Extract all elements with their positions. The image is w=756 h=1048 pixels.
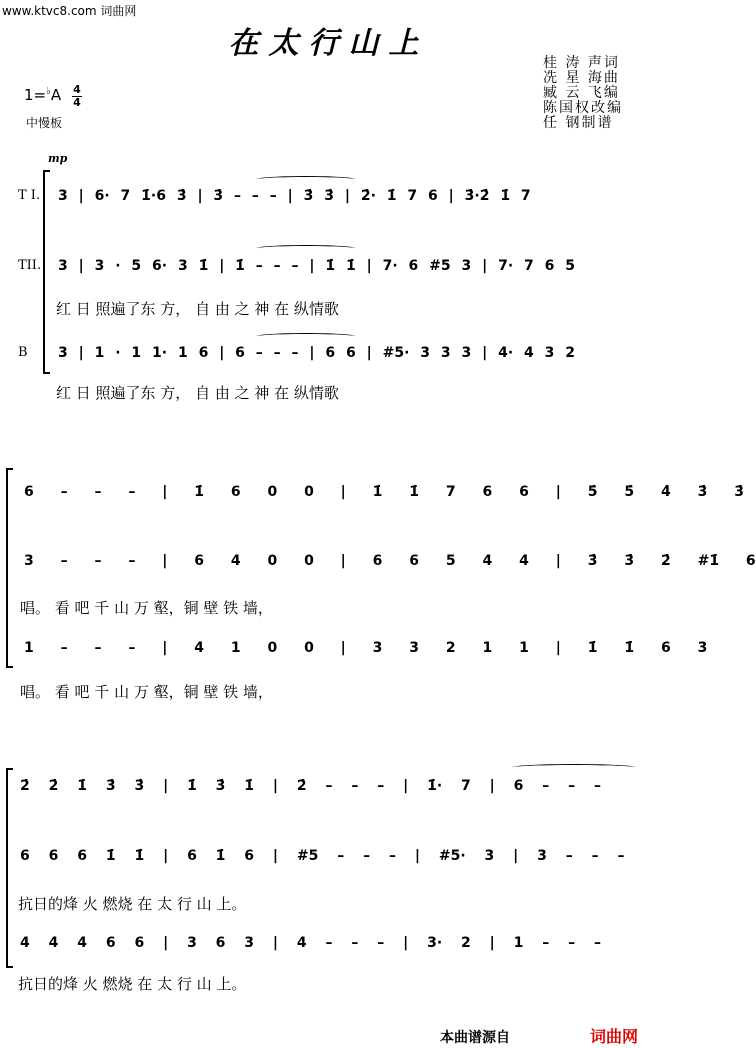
tie-arc	[256, 245, 356, 252]
song-title: 在太行山上	[228, 26, 429, 61]
footer-source-text: 本曲谱源自	[440, 1030, 510, 1046]
credit-arranger: 臧 云 飞编	[543, 85, 620, 101]
system1-lyrics-upper: 红 日 照遍了东 方， 自 由 之 神 在 纵情歌	[56, 300, 339, 318]
system2-lyrics-lower: 唱。 看 吧 千 山 万 壑，铜 壁 铁 墙，	[20, 683, 273, 701]
voice-label-bass: B	[18, 345, 28, 360]
key-signature: 1=♭A	[24, 86, 62, 104]
tie-arc	[512, 764, 636, 771]
system1-tenor1: 3 | 6· 7 1̇·6 3̇ | 3̇ – – – | 3̇ 3̇ | 2̇· 1̇ 7 6 | 3̇·2̇ 1̇ 7	[58, 188, 531, 204]
system1-bass: 3 | 1 · 1 1· 1 6 | 6 – – – | 6 6 | #5· 3 3 3 | 4· 4 3 2	[58, 345, 576, 361]
tie-arc	[256, 333, 356, 340]
credit-composer: 冼 星 海曲	[543, 70, 620, 86]
site-watermark: www.ktvc8.com 词曲网	[2, 4, 137, 18]
system2-lyrics-upper: 唱。 看 吧 千 山 万 壑，铜 壁 铁 墙，	[20, 599, 273, 617]
voice-label-tenor2: TII.	[18, 258, 42, 273]
system3-tenor2: 6 6 6 1̇ 1̇ | 6 1̇ 6 | #5 – – – | #5· 3 | 3 – – –	[20, 848, 625, 864]
system-bracket	[6, 468, 13, 668]
system3-bass: 4 4 4 6 6 | 3 6 3 | 4 – – – | 3· 2 | 1 – – –	[20, 935, 602, 951]
time-signature: 4 4	[73, 83, 81, 109]
system-bracket	[6, 768, 13, 968]
system2-tenor1: 6 – – – | 1̇ 6 0 0 | 1̇ 1̇ 7 6 6 | 5̇ 5̇ 4̇ 3̇ 3̇	[24, 484, 744, 500]
system1-lyrics-lower: 红 日 照遍了东 方， 自 由 之 神 在 纵情歌	[56, 384, 339, 402]
system1-tenor2: 3 | 3 · 5 6· 3 1̇ | 1̇ – – – | 1̇ 1̇ | 7· 6 #5 3 | 7· 7 6 5	[58, 258, 576, 274]
credit-lyricist: 桂 涛 声词	[543, 55, 620, 71]
credit-engraver: 任 钢制谱	[543, 115, 614, 131]
footer-logo[interactable]: 词曲网	[590, 1027, 639, 1046]
credit-adapter: 陈国权改编	[543, 100, 623, 116]
dynamic-marking: mp	[48, 152, 68, 165]
voice-label-tenor1: T I.	[18, 188, 41, 203]
system3-lyrics-upper: 抗日的烽 火 燃烧 在 太 行 山 上。	[18, 895, 247, 913]
tie-arc	[256, 176, 356, 183]
system3-lyrics-lower: 抗日的烽 火 燃烧 在 太 行 山 上。	[18, 975, 247, 993]
system2-tenor2: 3 – – – | 6 4 0 0 | 6 6 5 4 4 | 3̇ 3̇ 2̇ #1̇ 6	[24, 553, 756, 569]
system3-tenor1: 2̇ 2̇ 1̇ 3̇ 3̇ | 1̇ 3̇ 1̇ | 2̇ – – – | 1̇· 7 | 6 – – –	[20, 778, 602, 794]
system-bracket	[43, 170, 50, 374]
system2-bass: 1 – – – | 4 1 0 0 | 3 3 2 1 1 | 1̇ 1̇ 6 3	[24, 640, 708, 656]
tempo-marking: 中慢板	[26, 116, 63, 130]
